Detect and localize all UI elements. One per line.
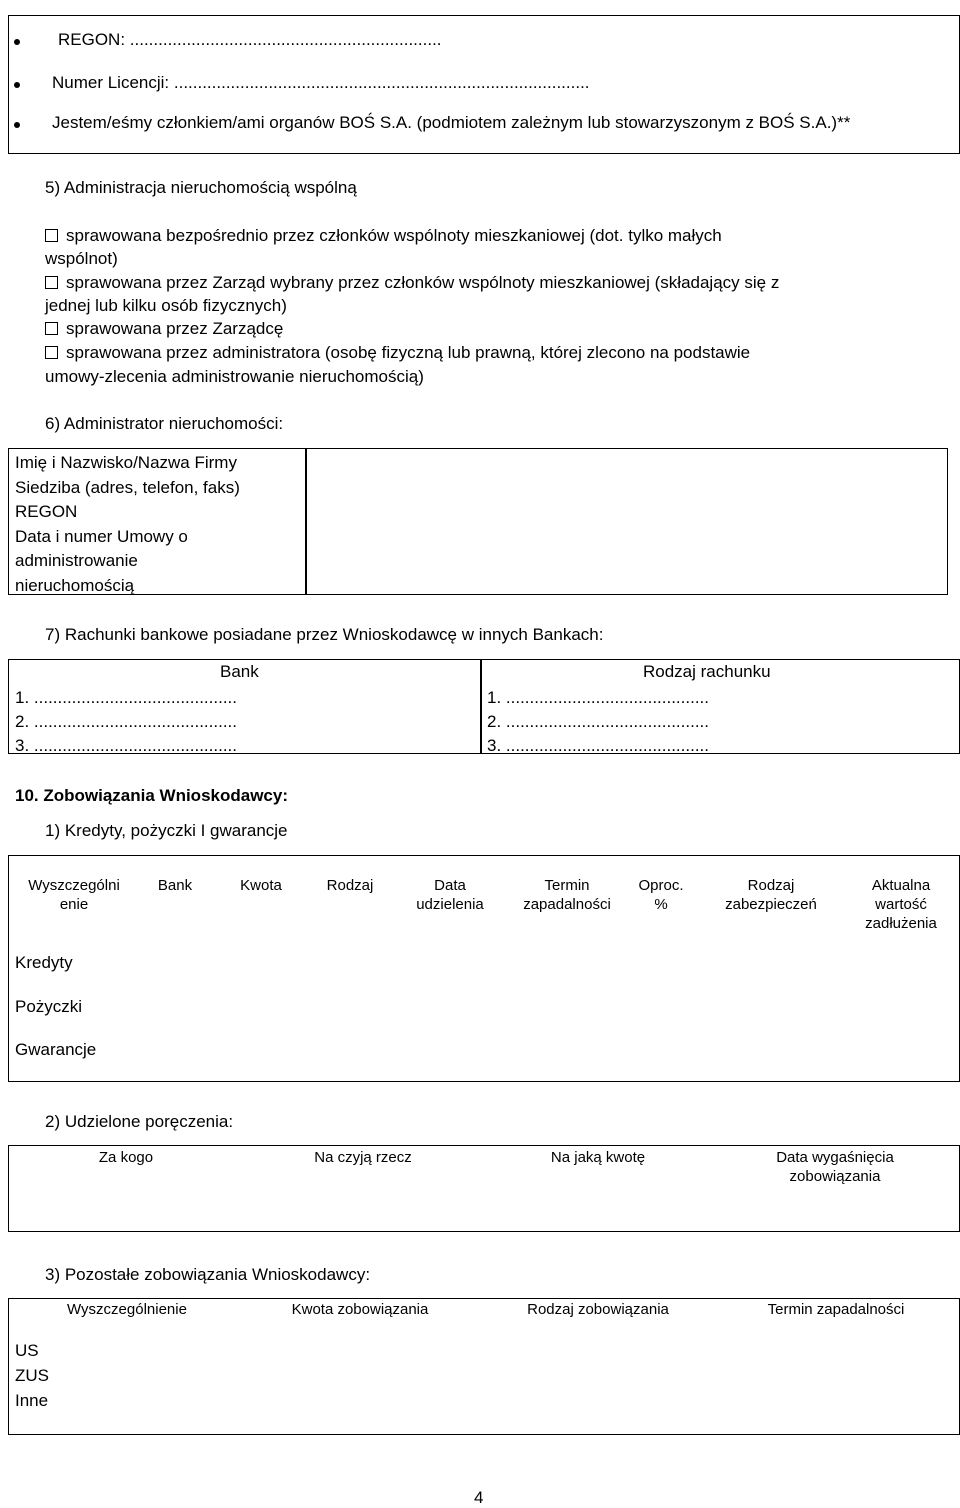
account-type-item[interactable]: 2. ........................................... [487,712,709,731]
col-header-specification: Wyszczególni enie [28,877,120,913]
divider [480,659,482,754]
col-header-maturity: Termin zapadalności [523,877,611,913]
col-header-grant-date: Data udzielenia [416,877,484,913]
col-header-expiry: Data wygaśnięcia zobowiązania [776,1149,894,1185]
section5-title: 5) Administracja nieruchomością wspólną [45,178,357,197]
bank-item[interactable]: 2. ........................................... [15,712,237,731]
loans-subtitle: 1) Kredyty, pożyczki I gwarancje [45,821,288,840]
other-liabilities-subtitle: 3) Pozostałe zobowiązania Wnioskodawcy: [45,1265,371,1284]
option-board-cont: jednej lub kilku osób fizycznych) [45,296,287,315]
admin-address-label: Siedziba (adres, telefon, faks) [15,477,240,497]
regon-line: REGON: .................................................................. [58,30,442,49]
option-direct[interactable]: sprawowana bezpośrednio przez członków wspólnoty mieszkaniowej (dot. tylko małych [45,226,722,246]
checkbox-icon[interactable] [45,346,58,359]
liabilities-rows [15,1338,49,1413]
section10-title: 10. Zobowiązania Wnioskodawcy: [15,786,288,805]
row-credits: Kredyty [15,953,73,972]
bullet-icon [14,122,20,128]
col-header-current-debt: Aktualna wartość zadłużenia [865,877,937,932]
section7-title: 7) Rachunki bankowe posiadane przez Wnioskodawcę w innych Bankach: [45,625,604,644]
admin-contract-label-2: administrowanie [15,551,138,570]
admin-table-labels [15,451,240,598]
membership-line: Jestem/eśmy członkiem/ami organów BOŚ S.A. (podmiotem zależnym lub stowarzyszonym z BOŚ S.A.)** [52,113,851,132]
guarantees-subtitle: 2) Udzielone poręczenia: [45,1112,234,1131]
row-guarantees: Gwarancje [15,1040,97,1059]
admin-name-label: Imię i Nazwisko/Nazwa Firmy [15,453,237,472]
col-header-collateral: Rodzaj zabezpieczeń [725,877,817,913]
checkbox-icon[interactable] [45,322,58,335]
license-line: Numer Licencji: ........................................................................................ [52,73,590,92]
option-manager[interactable]: sprawowana przez Zarządcę [45,319,283,339]
divider [305,448,307,595]
col-header-bank: Bank [157,877,193,894]
bank-item[interactable]: 1. ........................................... [15,688,237,707]
checkbox-icon[interactable] [45,276,58,289]
account-type-item[interactable]: 3. ........................................... [487,736,709,755]
account-type-header: Rodzaj rachunku [643,662,771,681]
bank-header: Bank [220,662,259,681]
col-header-type: Rodzaj [326,877,374,894]
option-direct-cont: wspólnot) [45,249,118,268]
account-type-list [487,686,709,758]
admin-contract-label: Data i numer Umowy o [15,526,188,546]
account-type-item[interactable]: 1. ........................................... [487,688,709,707]
option-board[interactable]: sprawowana przez Zarząd wybrany przez członków wspólnoty mieszkaniowej (składający się z [45,273,779,293]
row-other: Inne [15,1391,49,1410]
col-header-interest: Oproc. % [638,877,684,913]
bullet-icon [14,39,20,45]
col-header-liability-type: Rodzaj zobowiązania [527,1301,669,1318]
col-header-beneficiary: Na czyją rzecz [314,1149,412,1166]
row-us: US [15,1341,39,1360]
col-header-amount: Na jaką kwotę [550,1149,646,1166]
page-number: 4 [474,1488,484,1507]
section6-title: 6) Administrator nieruchomości: [45,414,284,433]
col-header-amount: Kwota [240,877,282,894]
bullet-icon [14,82,20,88]
admin-contract-label-3: nieruchomością [15,575,135,595]
col-header-maturity: Termin zapadalności [767,1301,905,1318]
option-administrator[interactable]: sprawowana przez administratora (osobę fizyczną lub prawną, której zlecono na podstawie [45,343,750,363]
bank-list [15,686,237,758]
bank-item[interactable]: 3. ........................................... [15,736,237,755]
admin-regon-label: REGON [15,502,78,521]
row-zus: ZUS [15,1366,49,1385]
option-administrator-cont: umowy-zlecenia administrowanie nieruchomością) [45,367,424,386]
col-header-liability-amount: Kwota zobowiązania [291,1301,429,1318]
checkbox-icon[interactable] [45,229,58,242]
col-header-specification: Wyszczególnienie [67,1301,187,1318]
col-header-for-whom: Za kogo [98,1149,154,1166]
row-loans: Pożyczki [15,997,83,1016]
